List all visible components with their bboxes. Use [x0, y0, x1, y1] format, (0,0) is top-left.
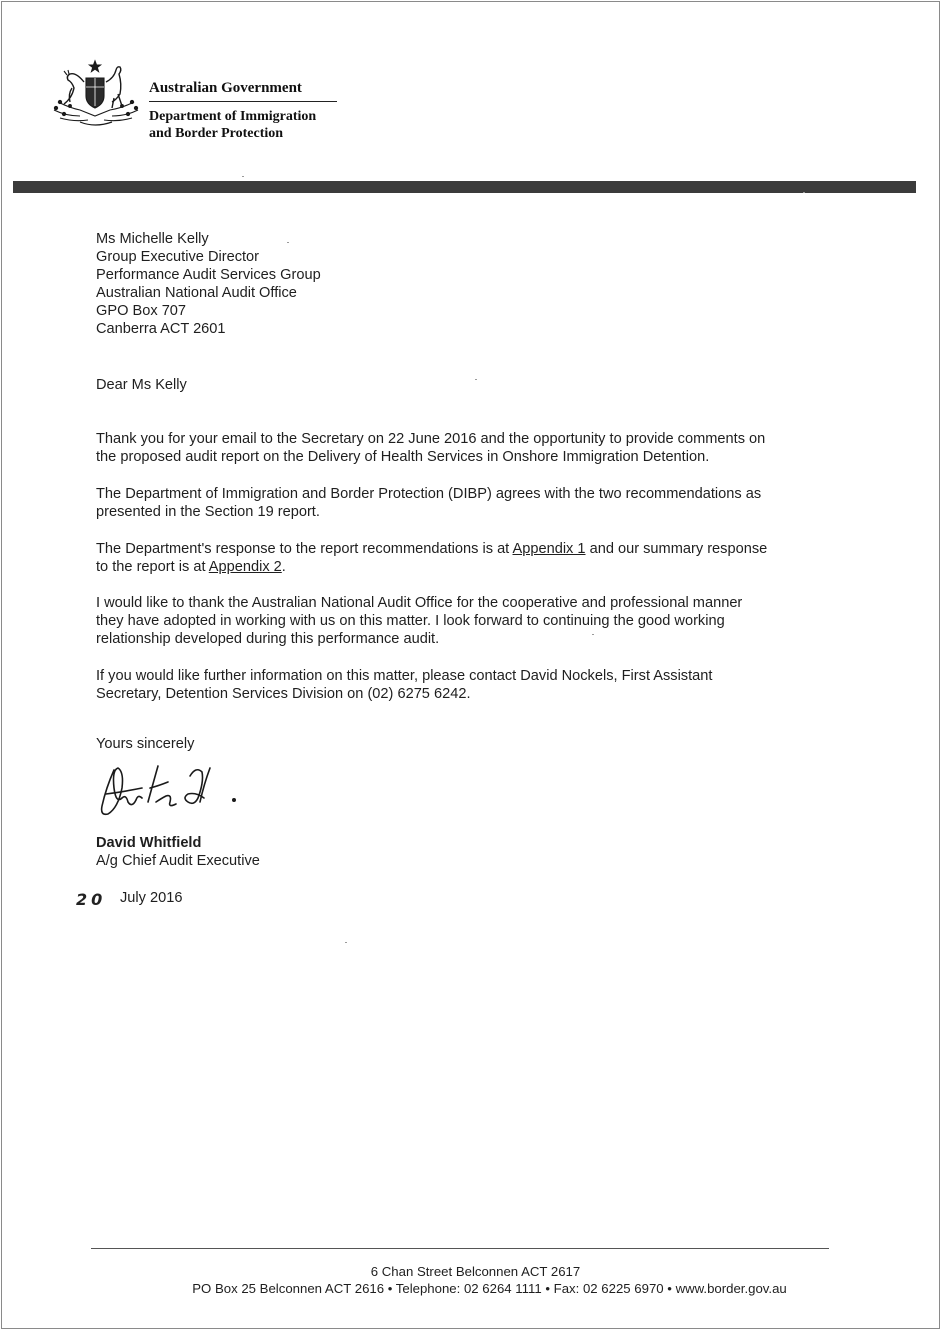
- appendix-2-link[interactable]: Appendix 2: [208, 559, 282, 575]
- department-line-2: and Border Protection: [149, 126, 284, 141]
- paragraph-2-line-2: presented in the Section 19 report.: [96, 504, 320, 520]
- paragraph-3-text-c: to the report is at: [96, 559, 209, 575]
- date-month-year: July 2016: [120, 890, 183, 906]
- scan-speck: [242, 176, 244, 177]
- paragraph-5-line-2: Secretary, Detention Services Division on (02) 6275 6242.: [96, 686, 471, 702]
- paragraph-1-line-1: Thank you for your email to the Secretary on 22 June 2016 and the opportunity to provide comments on: [96, 431, 766, 447]
- recipient-group: Performance Audit Services Group: [96, 267, 321, 283]
- scan-speck: [287, 242, 289, 243]
- appendix-1-link[interactable]: Appendix 1: [512, 541, 586, 557]
- paragraph-1-line-2: the proposed audit report on the Delivery of Health Services in Onshore Immigration Detention.: [96, 449, 710, 465]
- recipient-office: Australian National Audit Office: [96, 285, 297, 301]
- scan-speck: [803, 192, 805, 193]
- department-name: [149, 108, 316, 142]
- government-title: Australian Government: [149, 79, 337, 102]
- paragraph-3-text-b: and our summary response: [585, 541, 768, 557]
- recipient-po-box: GPO Box 707: [96, 303, 187, 319]
- closing: Yours sincerely: [96, 736, 195, 752]
- footer-address: 6 Chan Street Belconnen ACT 2617: [370, 1264, 581, 1279]
- date-day-handwritten: 20: [76, 890, 107, 909]
- signatory-name: David Whitfield: [96, 835, 202, 851]
- paragraph-3-text-d: .: [281, 559, 286, 575]
- footer-divider: [91, 1248, 829, 1249]
- paragraph-4-line-1: I would like to thank the Australian National Audit Office for the cooperative and professional manner: [96, 595, 743, 611]
- signatory-role: A/g Chief Audit Executive: [96, 853, 260, 869]
- recipient-name: Ms Michelle Kelly: [96, 231, 209, 247]
- paragraph-3-line-2: [96, 558, 286, 576]
- recipient-city: Canberra ACT 2601: [96, 321, 226, 337]
- department-line-1: Department of Immigration: [149, 109, 317, 124]
- salutation: Dear Ms Kelly: [96, 377, 187, 393]
- paragraph-4-line-2: they have adopted in working with us on this matter. I look forward to continuing the good working: [96, 613, 725, 629]
- scan-speck: [475, 379, 477, 380]
- paragraph-3-text-a: The Department's response to the report recommendations is at: [96, 541, 513, 557]
- scan-speck: [592, 634, 594, 635]
- scan-speck: [345, 942, 347, 943]
- footer-contact-details: PO Box 25 Belconnen ACT 2616 • Telephone: 02 6264 1111 • Fax: 02 6225 6970 • www.border.gov.au: [192, 1281, 787, 1296]
- letterhead-divider-bar: [13, 181, 916, 193]
- paragraph-5-line-1: If you would like further information on this matter, please contact David Nockels, First Assistant: [96, 668, 713, 684]
- handwritten-signature: [92, 758, 252, 830]
- recipient-title: Group Executive Director: [96, 249, 260, 265]
- coat-of-arms-icon: [50, 58, 142, 130]
- paragraph-4-line-3: relationship developed during this performance audit.: [96, 631, 440, 647]
- paragraph-3-line-1: [96, 540, 767, 558]
- page-frame: [1, 1, 940, 1329]
- paragraph-2-line-1: The Department of Immigration and Border Protection (DIBP) agrees with the two recommendations as: [96, 486, 762, 502]
